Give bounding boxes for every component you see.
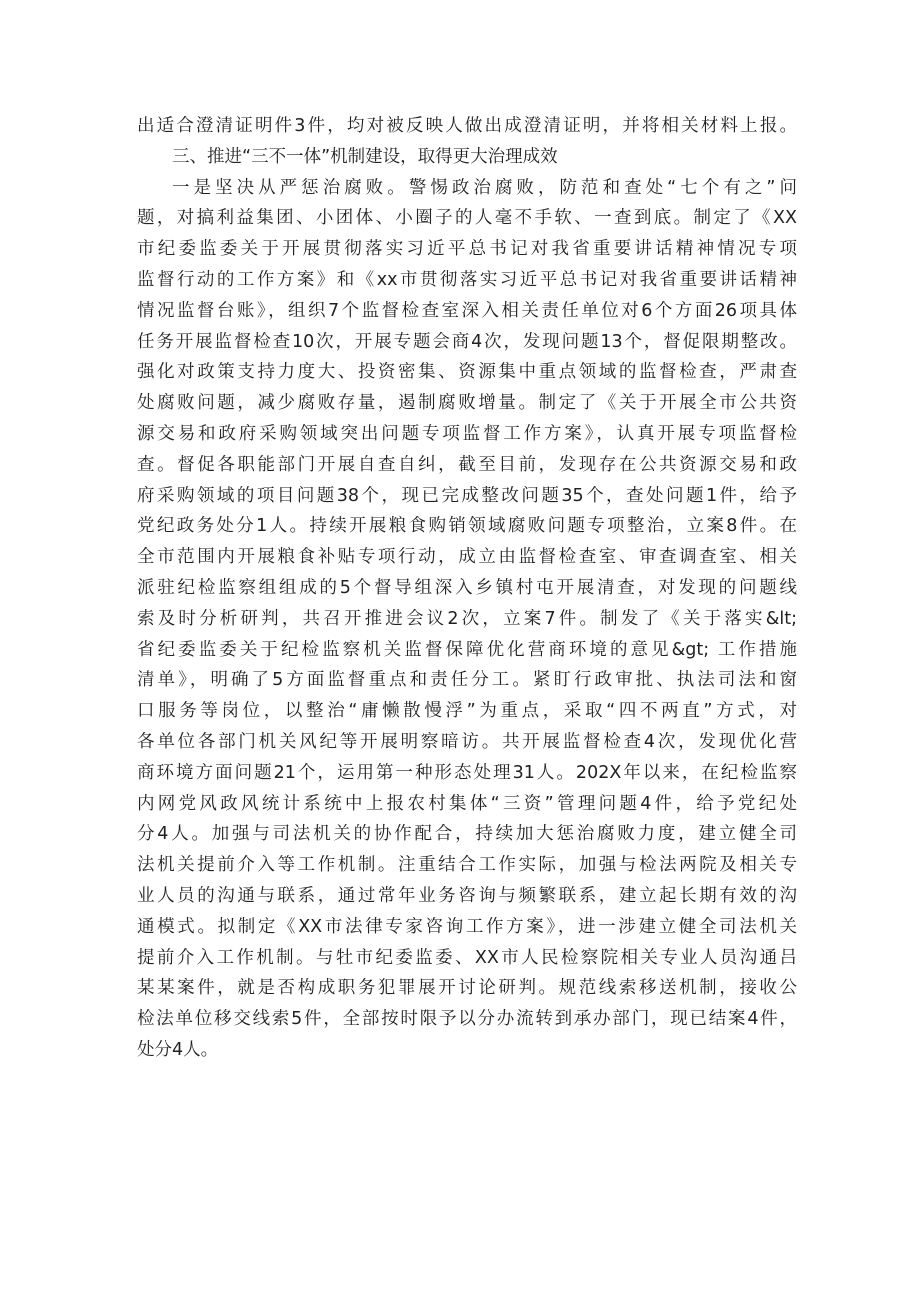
text-line-14: 党纪政务处分1人。持续开展粮食购销领域腐败问题专项整治，立案8件。在 (137, 516, 797, 537)
text-line-20: 口服务等岗位，以整治“庸懒散慢浮”为重点，采取“四不两直”方式，对 (137, 701, 797, 722)
text-line-18: 省纪委监委关于纪检监察机关监督保障优化营商环境的意见&gt; 工作措施 (137, 639, 797, 660)
text-line-22: 商环境方面问题21个，运用第一种形态处理31人。202X年以来，在纪检监察 (137, 762, 797, 783)
text-line-07: 情况监督台账》，组织7个监督检查室深入相关责任单位对6个方面26项具体 (137, 300, 797, 321)
text-line-28: 提前介入工作机制。与牡市纪委监委、XX市人民检察院相关专业人员沟通吕 (137, 947, 797, 968)
text-line-23: 内网党风政风统计系统中上报农村集体“三资”管理问题4件，给予党纪处 (137, 793, 797, 814)
text-line-04: 题，对搞利益集团、小团体、小圈子的人毫不手软、一查到底。制定了《XX (137, 208, 797, 229)
text-line-15: 全市范围内开展粮食补贴专项行动，成立由监督检查室、审查调查室、相关 (137, 547, 797, 568)
text-line-30: 检法单位移交线索5件，全部按时限予以分办流转到承办部门，现已结案4件， (137, 1009, 797, 1030)
document-body (137, 111, 797, 1066)
text-line-16: 派驻纪检监察组组成的5个督导组深入乡镇村屯开展清查，对发现的问题线 (137, 577, 797, 598)
text-line-01: 出适合澄清证明件3件，均对被反映人做出成澄清证明，并将相关材料上报。 (137, 116, 797, 136)
text-line-12: 查。督促各职能部门开展自查自纠，截至目前，发现存在公共资源交易和政 (137, 454, 797, 475)
text-line-13: 府采购领域的项目问题38个，现已完成整改问题35个，查处问题1件，给予 (137, 485, 797, 506)
text-line-26: 业人员的沟通与联系，通过常年业务咨询与频繁联系，建立起长期有效的沟 (137, 885, 797, 906)
text-line-27: 通模式。拟制定《XX市法律专家咨询工作方案》，进一涉建立健全司法机关 (137, 916, 797, 937)
text-line-25: 法机关提前介入等工作机制。注重结合工作实际，加强与检法两院及相关专 (137, 855, 797, 876)
text-line-06: 监督行动的工作方案》和《xx市贯彻落实习近平总书记对我省重要讲话精神 (137, 269, 797, 290)
text-line-17: 索及时分析研判，共召开推进会议2次，立案7件。制发了《关于落实&lt; (137, 608, 797, 629)
section-heading: 三、推进“三不一体”机制建设，取得更大治理成效 (172, 146, 558, 167)
text-line-08: 任务开展监督检查10次，开展专题会商4次，发现问题13个，督促限期整改。 (137, 331, 797, 352)
text-line-21: 各单位各部门机关风纪等开展明察暗访。共开展监督检查4次，发现优化营 (137, 731, 797, 752)
text-line-10: 处腐败问题，减少腐败存量，遏制腐败增量。制定了《关于开展全市公共资 (137, 393, 797, 414)
text-line-03: 一是坚决从严惩治腐败。警惕政治腐败，防范和查处“七个有之”问 (172, 177, 797, 198)
text-line-11: 源交易和政府采购领域突出问题专项监督工作方案》，认真开展专项监督检 (137, 423, 797, 444)
text-line-19: 清单》，明确了5方面监督重点和责任分工。紧盯行政审批、执法司法和窗 (137, 670, 797, 691)
text-line-24: 分4人。加强与司法机关的协作配合，持续加大惩治腐败力度，建立健全司 (137, 824, 797, 845)
text-line-31: 处分4人。 (137, 1039, 219, 1060)
text-line-09: 强化对政策支持力度大、投资密集、资源集中重点领域的监督检查，严肃查 (137, 362, 797, 383)
text-line-05: 市纪委监委关于开展贯彻落实习近平总书记对我省重要讲话精神情况专项 (137, 239, 797, 260)
text-line-29: 某某案件，就是否构成职务犯罪展开讨论研判。规范线索移送机制，接收公 (137, 978, 797, 999)
